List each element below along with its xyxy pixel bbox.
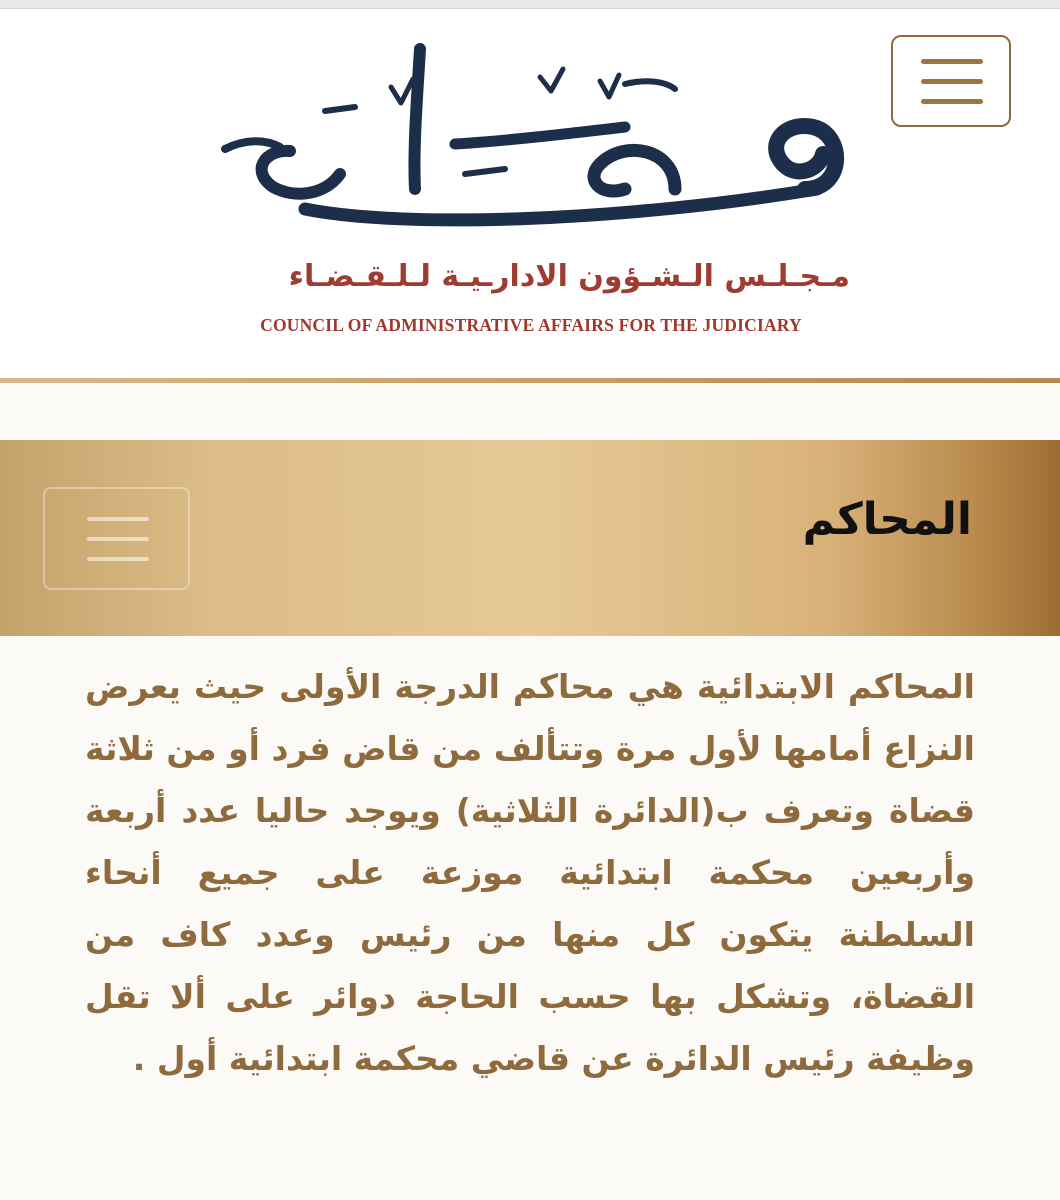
header-divider [0, 378, 1060, 383]
logo-arabic-subtitle: مـجـلـس الـشـؤون الادارـيـة لـلـقـضـاء [288, 259, 850, 294]
section-menu-button[interactable] [43, 487, 190, 590]
site-header [0, 9, 1060, 379]
main-menu-button[interactable] [891, 35, 1011, 127]
site-logo[interactable] [205, 39, 855, 339]
page-title: المحاكم [802, 494, 972, 545]
browser-top-border [0, 0, 1060, 9]
logo-english-subtitle: COUNCIL OF ADMINISTRATIVE AFFAIRS FOR THE JUDICIARY [260, 315, 802, 335]
courts-description: المحاكم الابتدائية هي محاكم الدرجة الأولى حيث يعرض النزاع أمامها لأول مرة وتتألف من قاض فرد أو من ثلاثة قضاة وتعرف ب(الدائرة الثلاثية) ويوجد حاليا عدد أربعة وأربعين محكمة ابتدائية موزعة على جميع أنحاء السلطنة يتكون كل منها من رئيس وعدد كاف من القضاة، وتشكل بها حسب الحاجة دوائر على ألا تقل وظيفة رئيس الدائرة عن قاضي محكمة ابتدائية أول . [85, 667, 975, 1078]
qadaa-wordmark [205, 39, 855, 249]
